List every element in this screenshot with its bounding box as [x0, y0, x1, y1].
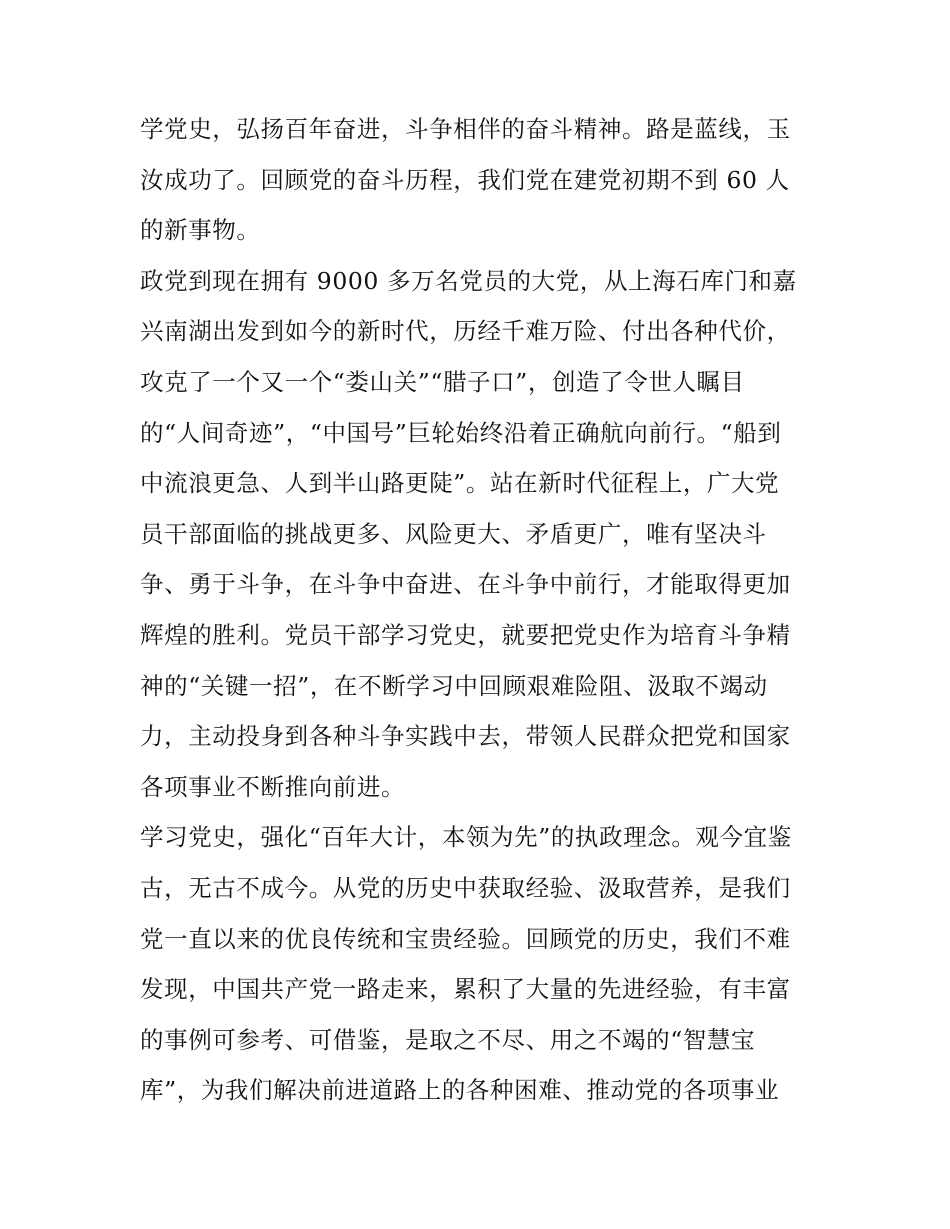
text-line: 神的“关键一招”，在不断学习中回顾艰难险阻、汲取不竭动: [140, 671, 768, 700]
text-line: 学党史，弘扬百年奋进，斗争相伴的奋斗精神。路是蓝线，玉: [140, 115, 791, 143]
text-line: 的新事物。: [140, 216, 261, 245]
text-line: 的事例可参考、可借鉴，是取之不尽、用之不竭的“智慧宝: [140, 1025, 756, 1054]
text-line: 政党到现在拥有 9000 多万名党员的大党，从上海石库门和嘉: [140, 266, 797, 295]
text-line: 汝成功了。回顾党的奋斗历程，我们党在建党初期不到 60 人: [140, 165, 790, 194]
text-line: 争、勇于斗争，在斗争中奋进、在斗争中前行，才能取得更加: [140, 570, 791, 599]
text-line: 党一直以来的优良传统和宝贵经验。回顾党的历史，我们不难: [140, 924, 791, 953]
text-line: 兴南湖出发到如今的新时代，历经千难万险、付出各种代价，: [140, 317, 791, 346]
text-line: 古，无古不成今。从党的历史中获取经验、汲取营养，是我们: [140, 873, 791, 902]
text-line: 力，主动投身到各种斗争实践中去，带领人民群众把党和国家: [140, 722, 791, 751]
body-text: [140, 104, 820, 1116]
text-line: 员干部面临的挑战更多、风险更大、矛盾更广，唯有坚决斗: [140, 519, 767, 548]
text-line: 各项事业不断推向前进。: [140, 772, 406, 801]
text-line: 发现，中国共产党一路走来，累积了大量的先进经验，有丰富: [140, 975, 791, 1004]
text-line: 库”，为我们解决前进道路上的各种困难、推动党的各项事业: [140, 1076, 780, 1105]
text-line: 攻克了一个又一个“娄山关”“腊子口”，创造了令世人瞩目: [140, 367, 745, 396]
text-line: 中流浪更急、人到半山路更陡”。站在新时代征程上，广大党: [140, 469, 780, 498]
text-line: 学习党史，强化“百年大计，本领为先”的执政理念。观今宜鉴: [140, 823, 792, 852]
text-line: 的“人间奇迹”，“中国号”巨轮始终沿着正确航向前行。“船到: [140, 418, 782, 447]
text-line: 辉煌的胜利。党员干部学习党史，就要把党史作为培育斗争精: [140, 620, 791, 649]
